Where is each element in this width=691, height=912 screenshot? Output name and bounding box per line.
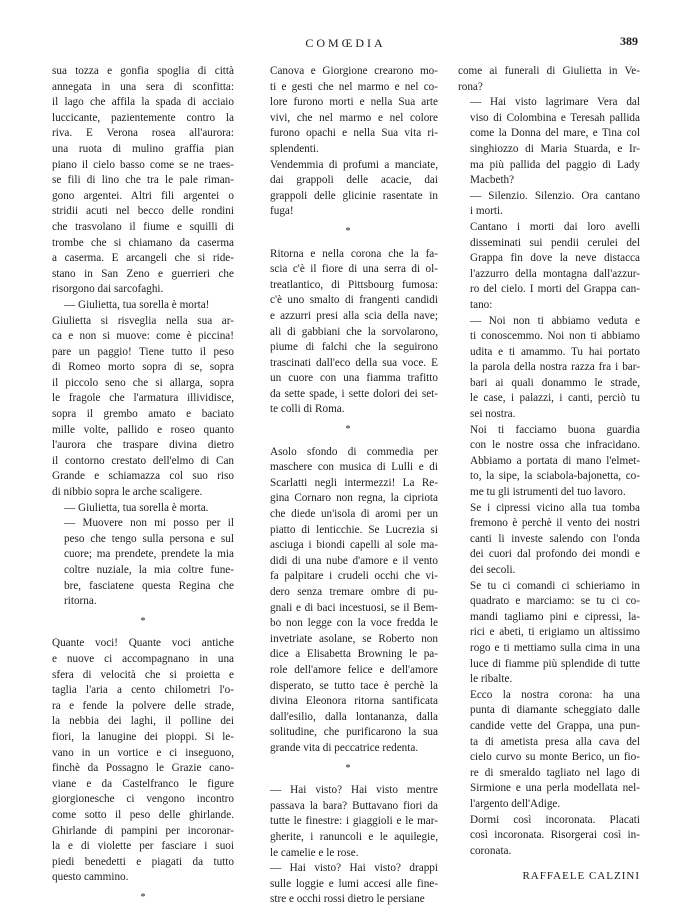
section-divider: * xyxy=(345,424,351,436)
text-line: bari ai quali donammo le strade, xyxy=(470,376,640,389)
text-line: dice a Elisabetta Browning le pa- xyxy=(270,648,438,661)
text-line: gnali e di baci incestuosi, se il Bem- xyxy=(270,601,438,614)
text-line: gherite, i ranuncoli e le aquilegie, xyxy=(270,830,438,843)
text-line: — Hai visto? Hai visto? drappi xyxy=(270,862,438,875)
text-line: grappoli delle glicinie rasentate in xyxy=(270,189,438,202)
text-line: il contorno crestato dell'elmo di Can xyxy=(52,454,234,467)
text-line: finchè da Possagno le Grazie cano- xyxy=(52,762,234,775)
text-line: ritorna. xyxy=(64,595,97,608)
paragraph xyxy=(458,579,640,688)
text-line: e nuove ci accompagnano in una xyxy=(52,652,234,665)
text-line: il piccolo seno che si allarga, sopra xyxy=(52,376,234,389)
text-line: c'è uno smalto di frangenti candidi xyxy=(270,294,438,307)
text-line: annegata in una sera di sconfitta: xyxy=(52,80,234,93)
text-line: di Romeo morto sopra di se, sopra xyxy=(52,361,234,374)
paragraph xyxy=(258,247,438,419)
text-line: piedi benedetti e piagati da tutto xyxy=(52,855,234,868)
text-line: vivi, che nel marmo e nel colore xyxy=(270,111,438,124)
text-line: piano il cielo basso come se ne traes- xyxy=(52,158,234,171)
text-line: to, la sipe, la sciabola-bajonetta, co- xyxy=(470,470,640,483)
text-line: Ghirlande di pampini per incoronar- xyxy=(52,824,234,837)
text-line: — Hai visto lagrimare Vera dal xyxy=(470,96,640,109)
text-line: se fili di lino che tra le pale riman- xyxy=(52,174,234,187)
text-line: sua tozza e gonfia spoglia di città xyxy=(52,65,234,77)
text-line: l'aurora che traspare divina dietro xyxy=(52,439,234,452)
text-line: viane e da Castelfranco le figure xyxy=(52,777,234,790)
text-line: — Giulietta, tua sorella è morta. xyxy=(64,501,209,514)
text-line: luccicante, pazientemente contro la xyxy=(52,111,234,124)
text-line: dai grappoli delle acacie, dai xyxy=(270,174,438,187)
text-line: Dormi così incoronata. Placati xyxy=(470,813,640,826)
text-line: la e di violette per fasciare i suoi xyxy=(52,840,234,853)
paragraph xyxy=(52,314,234,501)
paragraph xyxy=(52,636,234,886)
text-line: le ribalte. xyxy=(470,673,513,686)
text-line: ti conoscemmo. Noi non ti abbiamo xyxy=(470,330,640,343)
text-line: coronata. xyxy=(470,844,512,857)
paragraph xyxy=(52,64,234,298)
text-line: Grappa fin dove la neve distacca xyxy=(470,252,640,265)
text-line: Giulietta si risveglia nella sua ar- xyxy=(52,314,234,327)
text-line: furono opachi e nella Sua vita ri- xyxy=(270,127,438,140)
text-line: come la Donna del mare, e Tina col xyxy=(470,127,640,140)
text-line: le camelie e le rose. xyxy=(270,846,359,859)
text-line: da sette spade, i sette dolori dei set- xyxy=(270,387,438,400)
running-head: COMŒDIA xyxy=(305,36,386,50)
page-number: 389 xyxy=(620,34,638,48)
text-line: mandi tagliamo pini e cipressi, la- xyxy=(470,610,640,623)
text-line: — Silenzio. Silenzio. Ora cantano xyxy=(470,189,640,202)
text-line: fuga! xyxy=(270,205,294,218)
text-line: quadrato e marciamo: se tu ci co- xyxy=(470,595,640,608)
text-line: trascinati dall'eco della sua voce. E xyxy=(270,356,438,369)
text-line: asciuga i biondi capelli al sole ma- xyxy=(270,539,438,552)
text-line: un cuore con una fiamma trafitto xyxy=(270,372,438,385)
text-line: Quante voci! Quante voci antiche xyxy=(52,637,234,650)
text-line: maschere con musica di Lulli e di xyxy=(270,461,438,474)
text-line: ra e fende la polvere delle strade, xyxy=(52,699,234,712)
text-line: grande vita di peccatrice redenta. xyxy=(270,741,419,754)
text-line: dall'esilio, dalla lontananza, dalla xyxy=(270,710,438,723)
text-line: questo cammino. xyxy=(52,871,129,884)
text-column-1 xyxy=(52,64,234,912)
paragraph xyxy=(258,64,438,158)
text-line: come sotto il peso delle ghirlande. xyxy=(52,808,234,821)
text-line: me tu gli istrumenti del tuo lavoro. xyxy=(470,486,626,499)
text-line: la nebbia dei laghi, il polline dei xyxy=(52,715,234,728)
text-line: sopra il grembo amato e baciato xyxy=(52,408,234,421)
text-line: una ruota di mulino graffia pian xyxy=(52,142,234,155)
text-line: punta di diamante scheggiato dalle xyxy=(470,704,640,717)
text-line: re di smeraldo tagliato nel lago di xyxy=(470,766,640,779)
text-line: sfera di velocità che si proietta e xyxy=(52,668,234,681)
text-line: solitudine, che purificarono la sua xyxy=(270,726,438,739)
text-line: Cantano i morti dai loro avelli xyxy=(470,220,640,233)
text-line: lore furono morti e nella Sua arte xyxy=(270,96,438,109)
text-line: stano in San Zeno e guerrieri che xyxy=(52,267,234,280)
text-line: sulle loggie e lumi accesi alle fine- xyxy=(270,877,438,890)
paragraph xyxy=(458,423,640,501)
text-line: come ai funerali di Giulietta in Ve- xyxy=(458,65,640,77)
text-column-3 xyxy=(458,64,640,885)
text-line: Sirmione e una perla modellata nel- xyxy=(470,782,640,795)
paragraph xyxy=(458,189,640,220)
paragraph xyxy=(258,445,438,757)
text-line: ta di ametista presa alla cava del xyxy=(470,735,640,748)
paragraph xyxy=(458,813,640,860)
text-line: fiori, la lanugine dei pioppi. Si le- xyxy=(52,730,234,743)
text-line: così incoronata. Risorgerai così in- xyxy=(470,829,640,842)
text-line: udita e ti amammo. Tu hai portato xyxy=(470,345,640,358)
text-line: l'azzurro della montagna dall'azzur- xyxy=(470,267,640,280)
text-line: fremono è perchè il vento dei nostri xyxy=(470,517,640,530)
text-line: passava la bara? Buttavano fiori da xyxy=(270,799,438,812)
text-line: che diede un'isola di aromi per un xyxy=(270,508,438,521)
paragraph xyxy=(458,314,640,423)
text-line: didi di una nube d'amore e il vento xyxy=(270,554,438,567)
text-line: disseminati sui pendii cerulei del xyxy=(470,236,640,249)
text-line: dei secoli. xyxy=(470,564,516,576)
text-line: piume di falchi che la seguirono xyxy=(270,341,438,354)
text-line: Canova e Giorgione crearono mo- xyxy=(270,65,438,77)
text-line: gina Cornaro non regna, la cipriota xyxy=(270,492,438,505)
text-line: Grande e schiamazza col suo riso xyxy=(52,470,234,483)
text-line: luce di fiamme più splendide di tutte xyxy=(470,657,640,670)
text-line: singhiozzo di Maria Stuarda, e Ir- xyxy=(470,142,640,155)
paragraph xyxy=(458,688,640,813)
paragraph xyxy=(458,64,640,95)
text-line: Abbiamo a portata di mano l'elmet- xyxy=(470,454,640,467)
text-line: tano: xyxy=(470,298,493,311)
paragraph xyxy=(458,220,640,314)
text-line: a caserma. E arcangeli che si ride- xyxy=(52,252,234,265)
text-line: cielo curvo su monte Berico, un fio- xyxy=(470,751,640,764)
text-line: sei nostra. xyxy=(470,408,516,421)
text-line: dei cuori dal profondo dei mondi e xyxy=(470,548,640,561)
section-divider: * xyxy=(345,762,351,774)
paragraph xyxy=(458,501,640,579)
text-line: disperato, se tutto tace è perchè la xyxy=(270,679,438,692)
text-line: rogo e ti mettiamo sulla cima in una xyxy=(470,641,640,654)
text-line: la parola della nostra razza fra i bar- xyxy=(470,361,640,374)
text-line: mille volte, pallido e roseo quanto xyxy=(52,423,234,436)
section-divider: * xyxy=(140,615,146,627)
text-line: stridii acuti nel becco delle rondini xyxy=(52,205,234,218)
text-line: invetriate asolane, se Roberto non xyxy=(270,632,438,645)
text-line: coltre nuziale, la mia coltre fune- xyxy=(64,564,234,576)
text-line: role dell'amore felice e dell'amore xyxy=(270,663,438,676)
text-line: Asolo sfondo di commedia per xyxy=(270,445,438,458)
text-line: Se i cipressi vicino alla tua tomba xyxy=(470,501,640,514)
text-line: Macbeth? xyxy=(470,174,515,187)
text-line: — Hai visto? Hai visto mentre xyxy=(270,784,438,797)
text-line: bo non legge con la voce fredda le xyxy=(270,617,438,630)
text-line: Scarlatti negli intermezzi! La Re- xyxy=(270,476,438,489)
paragraph xyxy=(258,783,438,861)
paragraph xyxy=(258,158,438,220)
text-line: ali di gabbiani che la sorvolarono, xyxy=(270,325,438,338)
text-line: Noi ti facciamo buona guardia xyxy=(470,423,640,436)
text-line: stre e occhi rossi dietro le persiane xyxy=(270,893,425,906)
text-line: e azzurri presi alla scia della nave; xyxy=(270,309,438,322)
text-line: — Noi non ti abbiamo veduta e xyxy=(470,314,640,327)
text-line: piatto di lenticchie. Se Lucrezia si xyxy=(270,523,438,536)
text-line: riva. E Verona rosea all'aurora: xyxy=(52,127,234,140)
text-line: gono argentei. Altri fili argentei o xyxy=(52,189,234,202)
text-line: te colli di Roma. xyxy=(270,403,345,416)
text-line: ro del cielo. I morti del Grappa can- xyxy=(470,283,640,296)
text-line: Ecco la nostra corona: ha una xyxy=(470,688,640,701)
text-line: — Muovere non mi posso per il xyxy=(64,517,234,530)
text-line: l'argento dell'Adige. xyxy=(470,797,561,810)
paragraph xyxy=(258,861,438,908)
text-line: rici e abeti, ti erigiamo un altissimo xyxy=(470,626,640,639)
text-line: il lago che affila la spada di acciaio xyxy=(52,96,234,109)
text-line: trombe che si chiamano da caserma xyxy=(52,236,234,249)
text-line: le fragole che l'armatura illividisce, xyxy=(52,392,234,405)
text-line: fa palpitare i crudeli occhi che vi- xyxy=(270,570,438,583)
text-line: Se tu ci comandi ci schieriamo in xyxy=(470,579,640,592)
text-line: con le nostre ossa che infracidano. xyxy=(470,439,640,452)
paragraph xyxy=(52,501,234,517)
text-line: taglia l'aria a cento chilometri l'o- xyxy=(52,684,234,697)
text-line: Ritorna e nella corona che la fa- xyxy=(270,247,438,260)
text-line: pare un paggio! Tiene tutto il peso xyxy=(52,345,234,358)
text-line: che trasvolano il fiume e squilli di xyxy=(52,220,234,233)
text-line: Vendemmia di profumi a manciate, xyxy=(270,158,438,171)
text-line: giorgionesche ci vengono incontro xyxy=(52,793,234,806)
text-column-2 xyxy=(258,64,438,908)
section-divider: * xyxy=(140,891,146,903)
text-line: dero senza tremare ombre di pu- xyxy=(270,586,438,598)
text-line: di nibbio sopra le arche scaligere. xyxy=(52,486,203,499)
text-line: le case, i palazzi, i canti, perciò tu xyxy=(470,392,640,405)
text-line: splendenti. xyxy=(270,142,319,155)
text-line: rona? xyxy=(458,80,483,93)
text-line: peso che tengo sulla persona e sul xyxy=(64,532,234,545)
text-line: risorgono dai sarcofaghi. xyxy=(52,283,164,296)
text-line: tutte le finestre: i giaggioli e le mar- xyxy=(270,815,438,828)
text-line: ti e gesti che nel marmo e nel co- xyxy=(270,80,438,93)
text-line: ca e non si muove: come è piccina! xyxy=(52,330,234,343)
text-line: — Giulietta, tua sorella è morta! xyxy=(64,298,210,311)
paragraph xyxy=(52,516,234,610)
text-line: treatlantico, di Pittsbourg fumosa: xyxy=(270,278,438,291)
text-line: cuore; ma prendete, prendete la mia xyxy=(64,548,234,561)
paragraph xyxy=(52,298,234,314)
author-signature: RAFFAELE CALZINI xyxy=(522,870,640,883)
text-line: scia c'è il fiore di una serra di ol- xyxy=(270,263,438,276)
section-divider: * xyxy=(345,225,351,237)
text-line: viso di Colombina e Teresah pallida xyxy=(470,111,640,124)
text-line: bre, fasciatene questa Regina che xyxy=(64,579,234,592)
text-line: canti li investe salendo con l'onda xyxy=(470,532,640,545)
text-line: ma più pallida del paggio di Lady xyxy=(470,158,640,171)
paragraph xyxy=(458,95,640,189)
text-line: divina Eleonora ritorna santificata xyxy=(270,695,438,708)
text-line: candide vette del Grappa, una pun- xyxy=(470,719,640,732)
text-line: i morti. xyxy=(470,205,503,218)
text-line: vano in un vortice e ci inseguono, xyxy=(52,746,234,759)
